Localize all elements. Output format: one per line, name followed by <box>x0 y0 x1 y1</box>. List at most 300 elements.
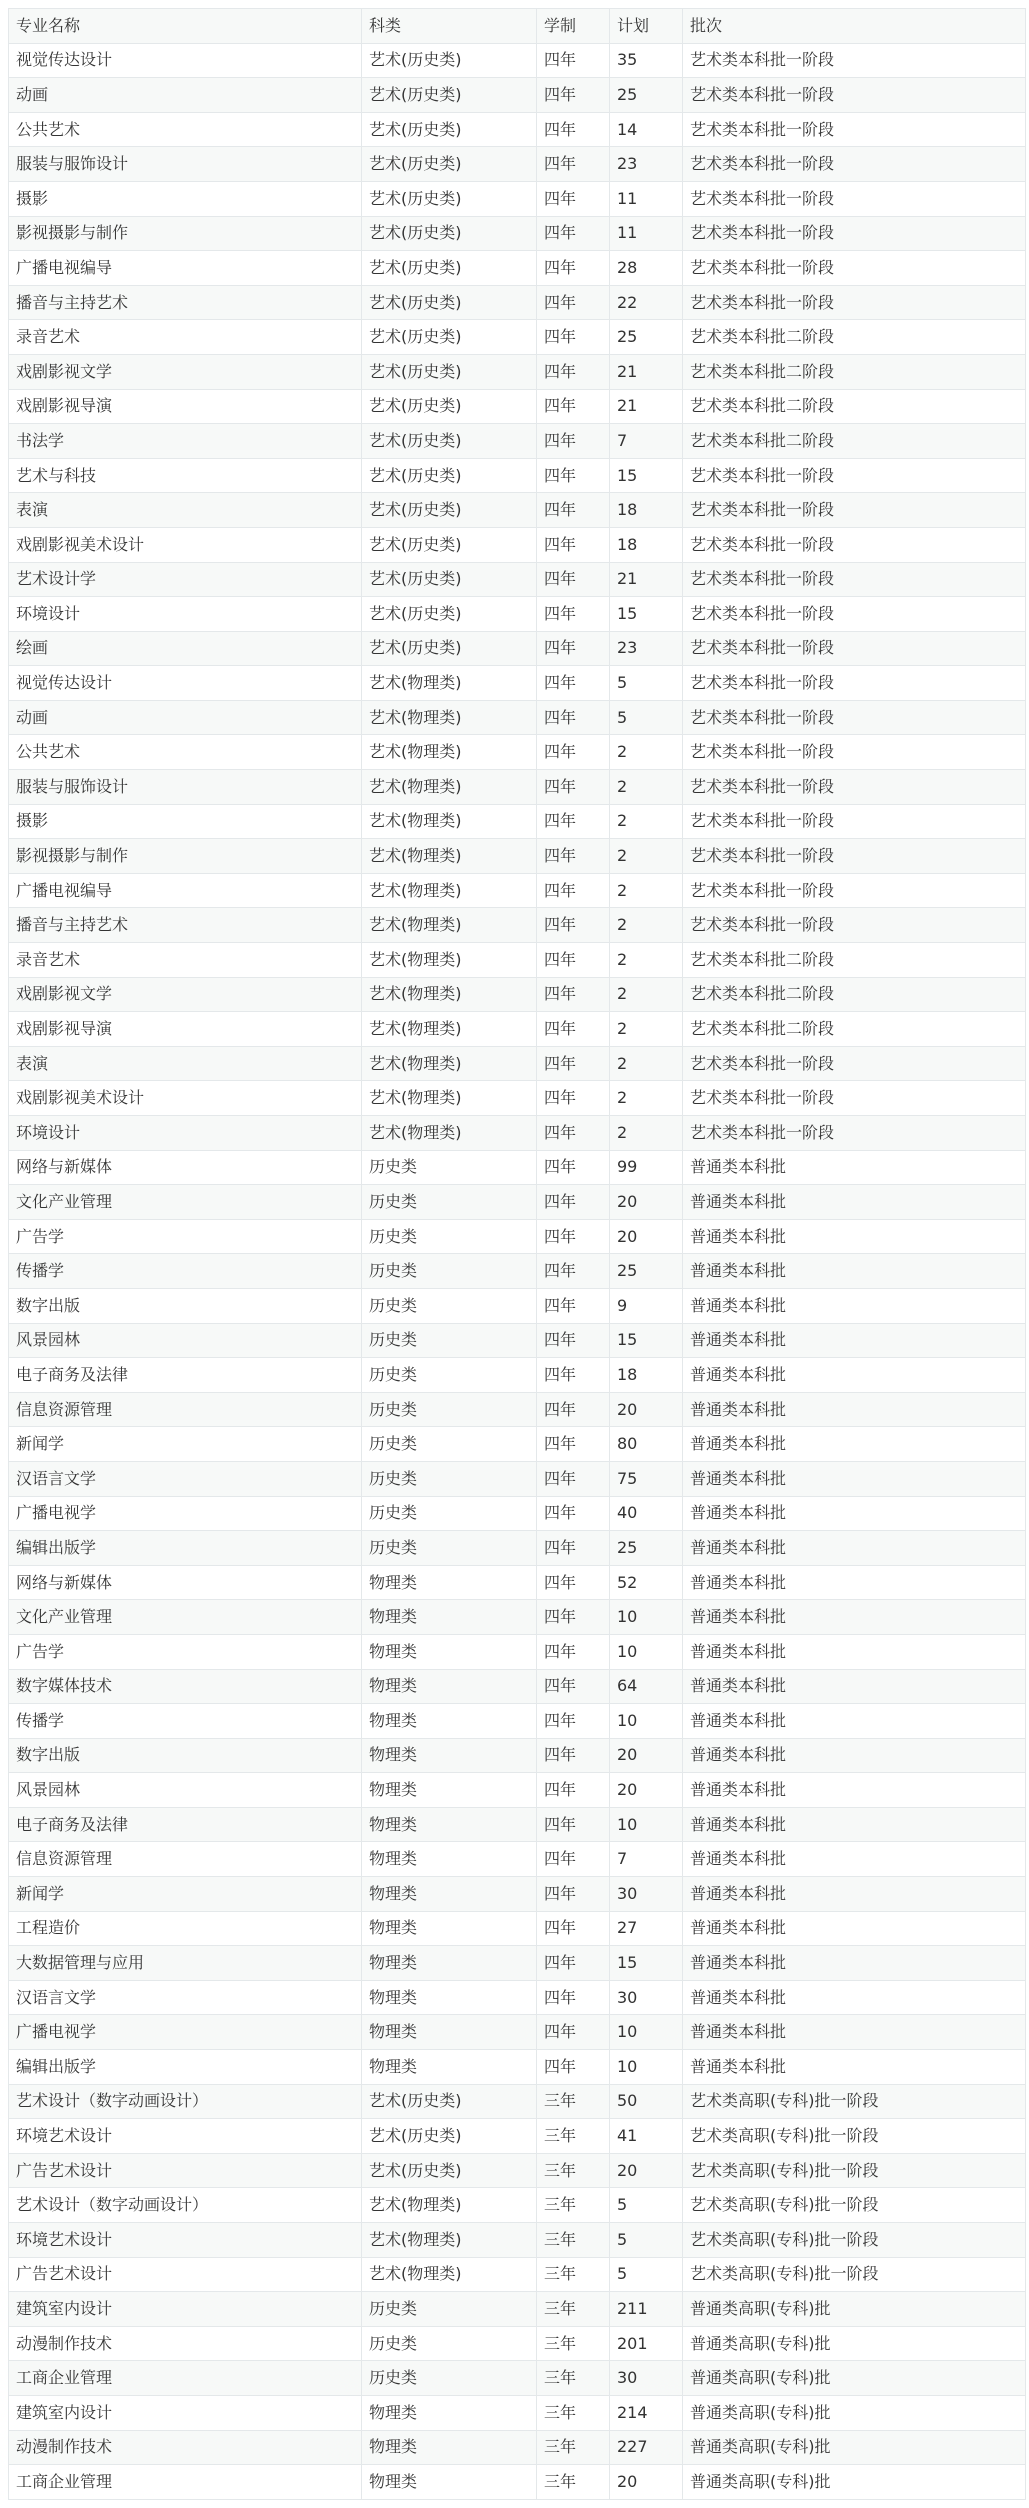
cell-subject-category: 艺术(物理类) <box>362 700 537 735</box>
cell-major-name: 风景园林 <box>9 1323 362 1358</box>
cell-subject-category: 艺术(历史类) <box>362 2084 537 2119</box>
cell-subject-category: 艺术(历史类) <box>362 354 537 389</box>
cell-subject-category: 历史类 <box>362 1150 537 1185</box>
cell-major-name: 环境艺术设计 <box>9 2119 362 2154</box>
cell-duration: 四年 <box>537 216 610 251</box>
table-row <box>9 389 1026 424</box>
cell-subject-category: 物理类 <box>362 1704 537 1739</box>
header-subject-category: 科类 <box>362 9 537 44</box>
cell-batch: 艺术类本科批一阶段 <box>683 78 1026 113</box>
cell-plan-count: 7 <box>610 424 683 459</box>
cell-duration: 四年 <box>537 424 610 459</box>
cell-major-name: 传播学 <box>9 1704 362 1739</box>
cell-plan-count: 10 <box>610 1704 683 1739</box>
cell-duration: 四年 <box>537 562 610 597</box>
cell-subject-category: 艺术(物理类) <box>362 873 537 908</box>
cell-duration: 三年 <box>537 2326 610 2361</box>
cell-major-name: 视觉传达设计 <box>9 43 362 78</box>
cell-batch: 艺术类高职(专科)批一阶段 <box>683 2119 1026 2154</box>
cell-batch: 艺术类本科批一阶段 <box>683 216 1026 251</box>
cell-duration: 四年 <box>537 251 610 286</box>
cell-major-name: 动漫制作技术 <box>9 2430 362 2465</box>
table-row <box>9 251 1026 286</box>
cell-plan-count: 2 <box>610 908 683 943</box>
cell-batch: 普通类本科批 <box>683 1427 1026 1462</box>
cell-batch: 艺术类本科批二阶段 <box>683 943 1026 978</box>
cell-plan-count: 21 <box>610 389 683 424</box>
table-row <box>9 1911 1026 1946</box>
cell-major-name: 环境艺术设计 <box>9 2223 362 2258</box>
table-row <box>9 1150 1026 1185</box>
table-row <box>9 285 1026 320</box>
cell-batch: 普通类本科批 <box>683 1531 1026 1566</box>
cell-plan-count: 28 <box>610 251 683 286</box>
cell-duration: 四年 <box>537 1669 610 1704</box>
cell-plan-count: 21 <box>610 562 683 597</box>
table-row <box>9 1254 1026 1289</box>
cell-plan-count: 7 <box>610 1842 683 1877</box>
cell-major-name: 建筑室内设计 <box>9 2292 362 2327</box>
cell-major-name: 动画 <box>9 78 362 113</box>
cell-batch: 普通类高职(专科)批 <box>683 2292 1026 2327</box>
cell-duration: 四年 <box>537 1185 610 1220</box>
header-row <box>9 9 1026 44</box>
table-row <box>9 2223 1026 2258</box>
table-row <box>9 147 1026 182</box>
cell-major-name: 数字媒体技术 <box>9 1669 362 1704</box>
cell-duration: 三年 <box>537 2188 610 2223</box>
cell-subject-category: 艺术(物理类) <box>362 735 537 770</box>
cell-subject-category: 艺术(历史类) <box>362 251 537 286</box>
table-row <box>9 2430 1026 2465</box>
cell-major-name: 艺术设计学 <box>9 562 362 597</box>
cell-batch: 普通类本科批 <box>683 1807 1026 1842</box>
table-row <box>9 2326 1026 2361</box>
cell-batch: 普通类本科批 <box>683 1185 1026 1220</box>
cell-duration: 四年 <box>537 1150 610 1185</box>
cell-batch: 艺术类本科批二阶段 <box>683 354 1026 389</box>
cell-duration: 四年 <box>537 527 610 562</box>
cell-major-name: 网络与新媒体 <box>9 1565 362 1600</box>
cell-batch: 普通类本科批 <box>683 1254 1026 1289</box>
cell-subject-category: 艺术(物理类) <box>362 908 537 943</box>
cell-duration: 四年 <box>537 1254 610 1289</box>
cell-duration: 三年 <box>537 2257 610 2292</box>
cell-major-name: 播音与主持艺术 <box>9 285 362 320</box>
cell-batch: 艺术类本科批一阶段 <box>683 285 1026 320</box>
cell-plan-count: 30 <box>610 1980 683 2015</box>
cell-batch: 普通类本科批 <box>683 1669 1026 1704</box>
table-row <box>9 1842 1026 1877</box>
cell-batch: 普通类本科批 <box>683 1461 1026 1496</box>
cell-subject-category: 物理类 <box>362 1842 537 1877</box>
cell-duration: 四年 <box>537 1911 610 1946</box>
cell-batch: 艺术类本科批一阶段 <box>683 908 1026 943</box>
cell-subject-category: 历史类 <box>362 1358 537 1393</box>
cell-major-name: 服装与服饰设计 <box>9 770 362 805</box>
cell-major-name: 公共艺术 <box>9 735 362 770</box>
table-row <box>9 770 1026 805</box>
cell-subject-category: 艺术(历史类) <box>362 562 537 597</box>
cell-duration: 四年 <box>537 597 610 632</box>
header-plan-count: 计划 <box>610 9 683 44</box>
table-row <box>9 562 1026 597</box>
table-row <box>9 527 1026 562</box>
cell-plan-count: 15 <box>610 1946 683 1981</box>
cell-duration: 四年 <box>537 1392 610 1427</box>
cell-duration: 四年 <box>537 1012 610 1047</box>
cell-plan-count: 2 <box>610 977 683 1012</box>
cell-plan-count: 14 <box>610 112 683 147</box>
cell-duration: 四年 <box>537 389 610 424</box>
cell-plan-count: 18 <box>610 493 683 528</box>
table-row <box>9 1427 1026 1462</box>
cell-plan-count: 227 <box>610 2430 683 2465</box>
cell-batch: 普通类本科批 <box>683 1911 1026 1946</box>
cell-major-name: 戏剧影视文学 <box>9 354 362 389</box>
cell-plan-count: 5 <box>610 2257 683 2292</box>
cell-major-name: 公共艺术 <box>9 112 362 147</box>
cell-duration: 三年 <box>537 2292 610 2327</box>
table-row <box>9 1496 1026 1531</box>
cell-batch: 艺术类高职(专科)批一阶段 <box>683 2084 1026 2119</box>
cell-plan-count: 23 <box>610 631 683 666</box>
table-row <box>9 700 1026 735</box>
cell-duration: 四年 <box>537 804 610 839</box>
cell-batch: 普通类本科批 <box>683 1877 1026 1912</box>
cell-batch: 普通类高职(专科)批 <box>683 2326 1026 2361</box>
cell-major-name: 风景园林 <box>9 1773 362 1808</box>
cell-batch: 艺术类本科批一阶段 <box>683 735 1026 770</box>
cell-subject-category: 物理类 <box>362 1911 537 1946</box>
cell-subject-category: 艺术(历史类) <box>362 43 537 78</box>
cell-duration: 四年 <box>537 1116 610 1151</box>
cell-major-name: 文化产业管理 <box>9 1185 362 1220</box>
cell-subject-category: 艺术(历史类) <box>362 389 537 424</box>
cell-plan-count: 25 <box>610 78 683 113</box>
cell-plan-count: 20 <box>610 2465 683 2500</box>
cell-batch: 艺术类高职(专科)批一阶段 <box>683 2223 1026 2258</box>
cell-duration: 四年 <box>537 943 610 978</box>
table-row <box>9 1185 1026 1220</box>
cell-subject-category: 艺术(物理类) <box>362 977 537 1012</box>
cell-plan-count: 20 <box>610 2153 683 2188</box>
table-row <box>9 458 1026 493</box>
cell-subject-category: 历史类 <box>362 1461 537 1496</box>
cell-subject-category: 艺术(历史类) <box>362 597 537 632</box>
cell-batch: 艺术类本科批一阶段 <box>683 1046 1026 1081</box>
cell-major-name: 文化产业管理 <box>9 1600 362 1635</box>
cell-batch: 普通类本科批 <box>683 1773 1026 1808</box>
table-row <box>9 1773 1026 1808</box>
cell-major-name: 戏剧影视美术设计 <box>9 1081 362 1116</box>
cell-batch: 艺术类本科批二阶段 <box>683 320 1026 355</box>
cell-duration: 四年 <box>537 1565 610 1600</box>
cell-duration: 四年 <box>537 735 610 770</box>
cell-subject-category: 艺术(物理类) <box>362 1081 537 1116</box>
cell-plan-count: 27 <box>610 1911 683 1946</box>
cell-plan-count: 20 <box>610 1738 683 1773</box>
cell-plan-count: 5 <box>610 700 683 735</box>
cell-batch: 艺术类本科批一阶段 <box>683 527 1026 562</box>
cell-major-name: 汉语言文学 <box>9 1461 362 1496</box>
cell-subject-category: 艺术(历史类) <box>362 493 537 528</box>
cell-major-name: 广播电视编导 <box>9 873 362 908</box>
cell-subject-category: 艺术(物理类) <box>362 2257 537 2292</box>
table-row <box>9 424 1026 459</box>
cell-duration: 三年 <box>537 2084 610 2119</box>
cell-duration: 四年 <box>537 43 610 78</box>
cell-batch: 艺术类本科批一阶段 <box>683 597 1026 632</box>
cell-batch: 普通类本科批 <box>683 1565 1026 1600</box>
cell-duration: 四年 <box>537 1046 610 1081</box>
cell-duration: 四年 <box>537 1704 610 1739</box>
cell-batch: 艺术类本科批一阶段 <box>683 562 1026 597</box>
cell-plan-count: 11 <box>610 216 683 251</box>
cell-major-name: 工商企业管理 <box>9 2465 362 2500</box>
cell-batch: 普通类本科批 <box>683 2015 1026 2050</box>
cell-major-name: 戏剧影视导演 <box>9 389 362 424</box>
cell-subject-category: 历史类 <box>362 1392 537 1427</box>
cell-duration: 四年 <box>537 1288 610 1323</box>
cell-major-name: 录音艺术 <box>9 320 362 355</box>
cell-plan-count: 10 <box>610 1600 683 1635</box>
cell-major-name: 数字出版 <box>9 1738 362 1773</box>
table-row <box>9 1219 1026 1254</box>
cell-plan-count: 2 <box>610 735 683 770</box>
table-row <box>9 2119 1026 2154</box>
table-row <box>9 1358 1026 1393</box>
cell-batch: 普通类本科批 <box>683 1392 1026 1427</box>
table-row <box>9 320 1026 355</box>
cell-major-name: 新闻学 <box>9 1427 362 1462</box>
cell-duration: 四年 <box>537 666 610 701</box>
cell-subject-category: 艺术(物理类) <box>362 770 537 805</box>
table-row <box>9 354 1026 389</box>
table-row <box>9 908 1026 943</box>
cell-duration: 四年 <box>537 1219 610 1254</box>
cell-duration: 三年 <box>537 2119 610 2154</box>
cell-duration: 四年 <box>537 1358 610 1393</box>
cell-duration: 四年 <box>537 1531 610 1566</box>
cell-batch: 普通类本科批 <box>683 1150 1026 1185</box>
cell-subject-category: 物理类 <box>362 1565 537 1600</box>
cell-plan-count: 30 <box>610 1877 683 1912</box>
cell-subject-category: 历史类 <box>362 1254 537 1289</box>
cell-major-name: 广播电视学 <box>9 1496 362 1531</box>
cell-batch: 艺术类本科批一阶段 <box>683 251 1026 286</box>
cell-major-name: 网络与新媒体 <box>9 1150 362 1185</box>
cell-subject-category: 物理类 <box>362 2015 537 2050</box>
cell-batch: 普通类高职(专科)批 <box>683 2361 1026 2396</box>
cell-duration: 四年 <box>537 839 610 874</box>
cell-duration: 四年 <box>537 1773 610 1808</box>
cell-batch: 艺术类高职(专科)批一阶段 <box>683 2257 1026 2292</box>
cell-duration: 四年 <box>537 1877 610 1912</box>
cell-duration: 四年 <box>537 1600 610 1635</box>
cell-plan-count: 99 <box>610 1150 683 1185</box>
table-row <box>9 631 1026 666</box>
cell-batch: 普通类本科批 <box>683 1496 1026 1531</box>
table-row <box>9 597 1026 632</box>
cell-subject-category: 历史类 <box>362 1219 537 1254</box>
cell-plan-count: 10 <box>610 1807 683 1842</box>
cell-subject-category: 历史类 <box>362 1496 537 1531</box>
cell-plan-count: 41 <box>610 2119 683 2154</box>
cell-plan-count: 25 <box>610 320 683 355</box>
cell-plan-count: 9 <box>610 1288 683 1323</box>
cell-plan-count: 10 <box>610 1634 683 1669</box>
cell-plan-count: 20 <box>610 1219 683 1254</box>
cell-duration: 三年 <box>537 2395 610 2430</box>
cell-plan-count: 25 <box>610 1531 683 1566</box>
cell-major-name: 数字出版 <box>9 1288 362 1323</box>
cell-subject-category: 艺术(物理类) <box>362 943 537 978</box>
cell-duration: 三年 <box>537 2430 610 2465</box>
cell-duration: 四年 <box>537 493 610 528</box>
cell-batch: 普通类本科批 <box>683 1980 1026 2015</box>
cell-major-name: 书法学 <box>9 424 362 459</box>
cell-plan-count: 15 <box>610 597 683 632</box>
table-row <box>9 943 1026 978</box>
table-row <box>9 1046 1026 1081</box>
cell-plan-count: 11 <box>610 181 683 216</box>
cell-major-name: 戏剧影视导演 <box>9 1012 362 1047</box>
cell-plan-count: 15 <box>610 1323 683 1358</box>
cell-plan-count: 2 <box>610 1046 683 1081</box>
cell-subject-category: 物理类 <box>362 1738 537 1773</box>
cell-batch: 普通类高职(专科)批 <box>683 2465 1026 2500</box>
cell-plan-count: 50 <box>610 2084 683 2119</box>
table-row <box>9 1531 1026 1566</box>
cell-major-name: 播音与主持艺术 <box>9 908 362 943</box>
cell-major-name: 广告学 <box>9 1219 362 1254</box>
table-row <box>9 2292 1026 2327</box>
cell-major-name: 工商企业管理 <box>9 2361 362 2396</box>
table-row <box>9 493 1026 528</box>
cell-batch: 普通类高职(专科)批 <box>683 2395 1026 2430</box>
cell-batch: 艺术类本科批一阶段 <box>683 181 1026 216</box>
table-row <box>9 181 1026 216</box>
table-row <box>9 804 1026 839</box>
cell-plan-count: 2 <box>610 873 683 908</box>
table-row <box>9 1704 1026 1739</box>
cell-plan-count: 2 <box>610 943 683 978</box>
cell-duration: 三年 <box>537 2361 610 2396</box>
cell-major-name: 戏剧影视美术设计 <box>9 527 362 562</box>
cell-duration: 四年 <box>537 1946 610 1981</box>
cell-plan-count: 15 <box>610 458 683 493</box>
table-row <box>9 1807 1026 1842</box>
cell-duration: 四年 <box>537 1081 610 1116</box>
cell-major-name: 新闻学 <box>9 1877 362 1912</box>
table-row <box>9 1946 1026 1981</box>
table-header <box>9 9 1026 44</box>
cell-duration: 四年 <box>537 2015 610 2050</box>
cell-subject-category: 艺术(历史类) <box>362 631 537 666</box>
table-row <box>9 977 1026 1012</box>
cell-batch: 艺术类本科批一阶段 <box>683 458 1026 493</box>
cell-subject-category: 历史类 <box>362 1323 537 1358</box>
table-row <box>9 1980 1026 2015</box>
cell-subject-category: 物理类 <box>362 1877 537 1912</box>
table-row <box>9 1669 1026 1704</box>
cell-major-name: 广告学 <box>9 1634 362 1669</box>
cell-plan-count: 214 <box>610 2395 683 2430</box>
cell-plan-count: 80 <box>610 1427 683 1462</box>
cell-batch: 艺术类本科批一阶段 <box>683 1116 1026 1151</box>
table-row <box>9 2465 1026 2500</box>
cell-subject-category: 艺术(物理类) <box>362 1046 537 1081</box>
cell-batch: 艺术类本科批一阶段 <box>683 873 1026 908</box>
cell-batch: 普通类高职(专科)批 <box>683 2430 1026 2465</box>
cell-duration: 三年 <box>537 2465 610 2500</box>
cell-subject-category: 艺术(物理类) <box>362 2188 537 2223</box>
cell-batch: 艺术类本科批一阶段 <box>683 666 1026 701</box>
header-major-name: 专业名称 <box>9 9 362 44</box>
cell-plan-count: 2 <box>610 1012 683 1047</box>
table-row <box>9 1877 1026 1912</box>
cell-batch: 普通类本科批 <box>683 1358 1026 1393</box>
table-row <box>9 735 1026 770</box>
enrollment-plan-table <box>8 8 1026 2500</box>
cell-plan-count: 10 <box>610 2050 683 2085</box>
table-row <box>9 2257 1026 2292</box>
cell-duration: 四年 <box>537 1461 610 1496</box>
cell-major-name: 广告艺术设计 <box>9 2153 362 2188</box>
table-row <box>9 1288 1026 1323</box>
cell-plan-count: 23 <box>610 147 683 182</box>
cell-batch: 艺术类高职(专科)批一阶段 <box>683 2153 1026 2188</box>
cell-major-name: 建筑室内设计 <box>9 2395 362 2430</box>
table-row <box>9 1392 1026 1427</box>
cell-subject-category: 艺术(历史类) <box>362 320 537 355</box>
cell-batch: 普通类本科批 <box>683 1704 1026 1739</box>
cell-duration: 四年 <box>537 1634 610 1669</box>
cell-plan-count: 40 <box>610 1496 683 1531</box>
table-row <box>9 2084 1026 2119</box>
cell-subject-category: 物理类 <box>362 1980 537 2015</box>
cell-subject-category: 历史类 <box>362 1427 537 1462</box>
cell-subject-category: 物理类 <box>362 1600 537 1635</box>
cell-duration: 三年 <box>537 2223 610 2258</box>
table-row <box>9 1323 1026 1358</box>
cell-plan-count: 2 <box>610 804 683 839</box>
cell-batch: 艺术类本科批二阶段 <box>683 424 1026 459</box>
cell-subject-category: 艺术(历史类) <box>362 147 537 182</box>
cell-subject-category: 艺术(历史类) <box>362 78 537 113</box>
cell-plan-count: 30 <box>610 2361 683 2396</box>
cell-duration: 四年 <box>537 1980 610 2015</box>
cell-plan-count: 35 <box>610 43 683 78</box>
table-row <box>9 2050 1026 2085</box>
cell-major-name: 动漫制作技术 <box>9 2326 362 2361</box>
cell-plan-count: 22 <box>610 285 683 320</box>
cell-major-name: 艺术与科技 <box>9 458 362 493</box>
cell-subject-category: 物理类 <box>362 2395 537 2430</box>
cell-plan-count: 2 <box>610 1116 683 1151</box>
table-row <box>9 873 1026 908</box>
table-row <box>9 2015 1026 2050</box>
cell-batch: 普通类本科批 <box>683 1842 1026 1877</box>
cell-subject-category: 物理类 <box>362 1669 537 1704</box>
cell-plan-count: 10 <box>610 2015 683 2050</box>
table-row <box>9 1081 1026 1116</box>
cell-major-name: 动画 <box>9 700 362 735</box>
cell-major-name: 信息资源管理 <box>9 1842 362 1877</box>
cell-duration: 四年 <box>537 320 610 355</box>
table-row <box>9 2395 1026 2430</box>
